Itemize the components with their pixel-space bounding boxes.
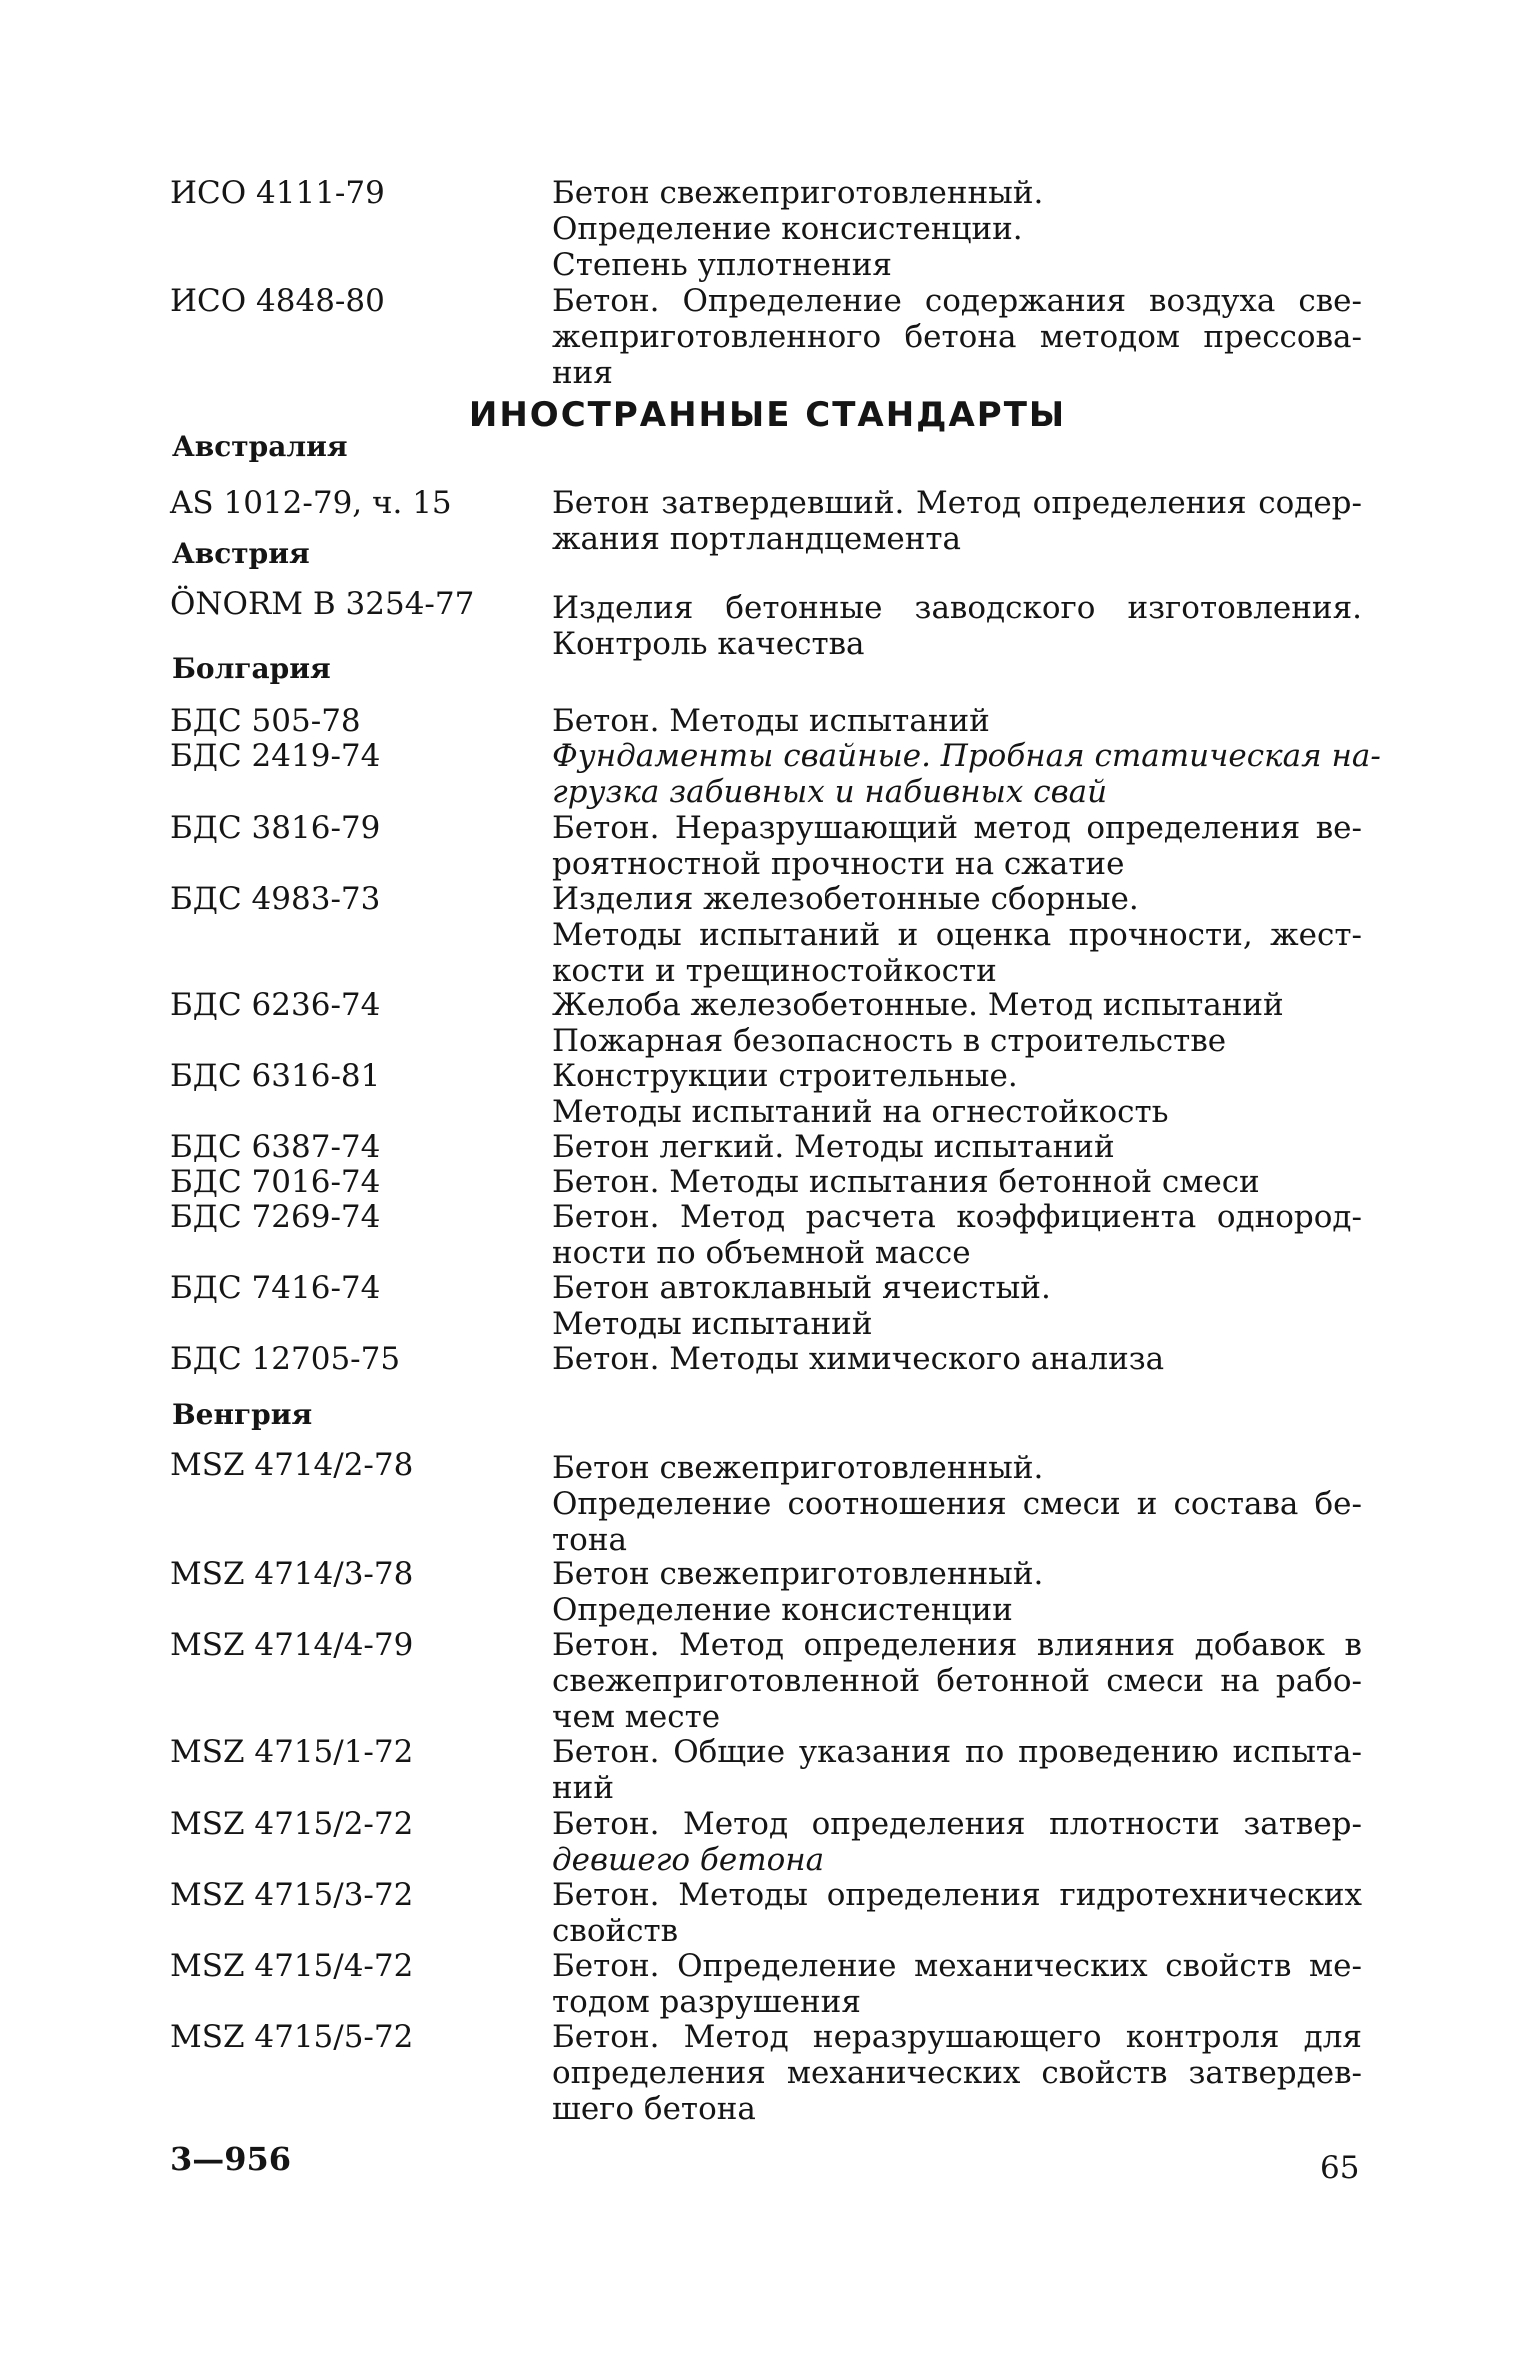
description-line: Бетон автоклавный ячеистый.	[552, 1270, 1051, 1306]
description-line: Желоба железобетонные. Метод испытаний	[552, 987, 1284, 1023]
description-line: Бетон. Метод определения влияния добавок в	[552, 1627, 1362, 1663]
description-line: ний	[552, 1770, 614, 1806]
standard-description	[552, 703, 1362, 739]
standard-description	[552, 1129, 1362, 1165]
standard-code: БДС 7269-74	[170, 1199, 381, 1235]
standard-description	[552, 485, 1362, 557]
standard-code: ÖNORM B 3254-77	[170, 586, 475, 622]
description-line: Фундаменты свайные. Пробная статическая на-	[552, 738, 1381, 774]
standard-description	[552, 1806, 1362, 1878]
standard-description	[552, 738, 1381, 810]
description-line: свойств	[552, 1913, 679, 1949]
standard-code: MSZ 4715/2-72	[170, 1806, 414, 1842]
standard-code: БДС 7416-74	[170, 1270, 381, 1306]
standard-description	[552, 2019, 1362, 2127]
description-line: грузка забивных и набивных свай	[552, 774, 1108, 810]
description-line: Бетон затвердевший. Метод определения содер-	[552, 485, 1362, 521]
description-line: Определение соотношения смеси и состава бе-	[552, 1486, 1362, 1522]
standard-description	[552, 1058, 1362, 1130]
standard-code: MSZ 4714/3-78	[170, 1556, 414, 1592]
signature-mark: 3—956	[170, 2140, 292, 2178]
description-line: определения механических свойств затвердев-	[552, 2055, 1362, 2091]
description-line: Изделия бетонные заводского изготовления.	[552, 590, 1362, 626]
standard-code: БДС 6316-81	[170, 1058, 381, 1094]
description-line: кости и трещиностойкости	[552, 953, 997, 989]
description-line: свежеприготовленной бетонной смеси на рабо-	[552, 1663, 1362, 1699]
description-line: Бетон свежеприготовленный.	[552, 1450, 1044, 1486]
description-line: Бетон. Методы испытаний	[552, 703, 990, 739]
standard-code: БДС 505-78	[170, 703, 361, 739]
description-line: Определение консистенции.	[552, 211, 1023, 247]
description-line: ния	[552, 355, 613, 391]
standard-description	[552, 283, 1362, 391]
description-line: Методы испытаний и оценка прочности, жест-	[552, 917, 1362, 953]
standard-code: БДС 4983-73	[170, 881, 381, 917]
standard-code: БДС 3816-79	[170, 810, 381, 846]
description-line: Степень уплотнения	[552, 247, 892, 283]
standard-code: MSZ 4715/3-72	[170, 1877, 414, 1913]
standard-description	[552, 1164, 1362, 1200]
standard-code: AS 1012-79, ч. 15	[170, 485, 452, 521]
standard-description	[552, 1556, 1362, 1628]
description-line: Методы испытаний	[552, 1306, 873, 1342]
description-line: Определение консистенции	[552, 1592, 1013, 1628]
standard-description	[552, 1734, 1362, 1806]
standard-description	[552, 1199, 1362, 1271]
description-line: тона	[552, 1522, 627, 1558]
standard-code: MSZ 4715/5-72	[170, 2019, 414, 2055]
description-line: Бетон. Общие указания по проведению испыта-	[552, 1734, 1362, 1770]
description-line: тодом разрушения	[552, 1984, 861, 2020]
standard-description	[552, 810, 1362, 882]
standard-code: ИСО 4111-79	[170, 175, 385, 211]
country-heading: Венгрия	[172, 1398, 313, 1431]
country-heading: Австрия	[172, 537, 310, 570]
standard-description	[552, 1877, 1362, 1949]
standard-description	[552, 590, 1362, 662]
page-number: 65	[1320, 2150, 1360, 2186]
description-line: жеприготовленного бетона методом прессова-	[552, 319, 1362, 355]
standard-description	[552, 1948, 1362, 2020]
description-line: Контроль качества	[552, 626, 865, 662]
standard-code: MSZ 4714/2-78	[170, 1447, 414, 1483]
standard-description	[552, 881, 1362, 989]
description-line: Изделия железобетонные сборные.	[552, 881, 1139, 917]
standard-code: БДС 6236-74	[170, 987, 381, 1023]
description-line: Бетон. Определение содержания воздуха све-	[552, 283, 1362, 319]
standard-description	[552, 1450, 1362, 1558]
description-line: Бетон. Методы химического анализа	[552, 1341, 1165, 1377]
description-line: ности по объемной массе	[552, 1235, 971, 1271]
description-line: шего бетона	[552, 2091, 756, 2127]
description-line: роятностной прочности на сжатие	[552, 846, 1125, 882]
section-title: ИНОСТРАННЫЕ СТАНДАРТЫ	[468, 395, 1067, 435]
standard-code: MSZ 4715/1-72	[170, 1734, 414, 1770]
description-line: Бетон. Методы испытания бетонной смеси	[552, 1164, 1260, 1200]
standard-code: БДС 12705-75	[170, 1341, 401, 1377]
standard-description	[552, 987, 1362, 1059]
standard-code: MSZ 4714/4-79	[170, 1627, 414, 1663]
description-line: Бетон. Методы определения гидротехнических	[552, 1877, 1362, 1913]
description-line: Бетон. Метод определения плотности затвер-	[552, 1806, 1362, 1842]
description-line: Бетон свежеприготовленный.	[552, 1556, 1044, 1592]
country-heading: Австралия	[172, 430, 348, 463]
description-line: Бетон. Метод расчета коэффициента однород-	[552, 1199, 1362, 1235]
description-line: Пожарная безопасность в строительстве	[552, 1023, 1227, 1059]
standard-description	[552, 1341, 1362, 1377]
standard-code: MSZ 4715/4-72	[170, 1948, 414, 1984]
description-line: Бетон свежеприготовленный.	[552, 175, 1044, 211]
description-line: Бетон. Определение механических свойств ме-	[552, 1948, 1362, 1984]
description-line: Методы испытаний на огнестойкость	[552, 1094, 1169, 1130]
description-line: жания портландцемента	[552, 521, 962, 557]
standard-description	[552, 1627, 1362, 1735]
description-line: Бетон. Неразрушающий метод определения ве-	[552, 810, 1362, 846]
description-line: девшего бетона	[552, 1842, 825, 1878]
description-line: чем месте	[552, 1699, 721, 1735]
standard-code: БДС 6387-74	[170, 1129, 381, 1165]
standard-description	[552, 1270, 1362, 1342]
standard-description	[552, 175, 1362, 283]
description-line: Конструкции строительные.	[552, 1058, 1018, 1094]
country-heading: Болгария	[172, 652, 331, 685]
standard-code: БДС 7016-74	[170, 1164, 381, 1200]
standard-code: БДС 2419-74	[170, 738, 381, 774]
description-line: Бетон легкий. Методы испытаний	[552, 1129, 1115, 1165]
standard-code: ИСО 4848-80	[170, 283, 385, 319]
description-line: Бетон. Метод неразрушающего контроля для	[552, 2019, 1362, 2055]
